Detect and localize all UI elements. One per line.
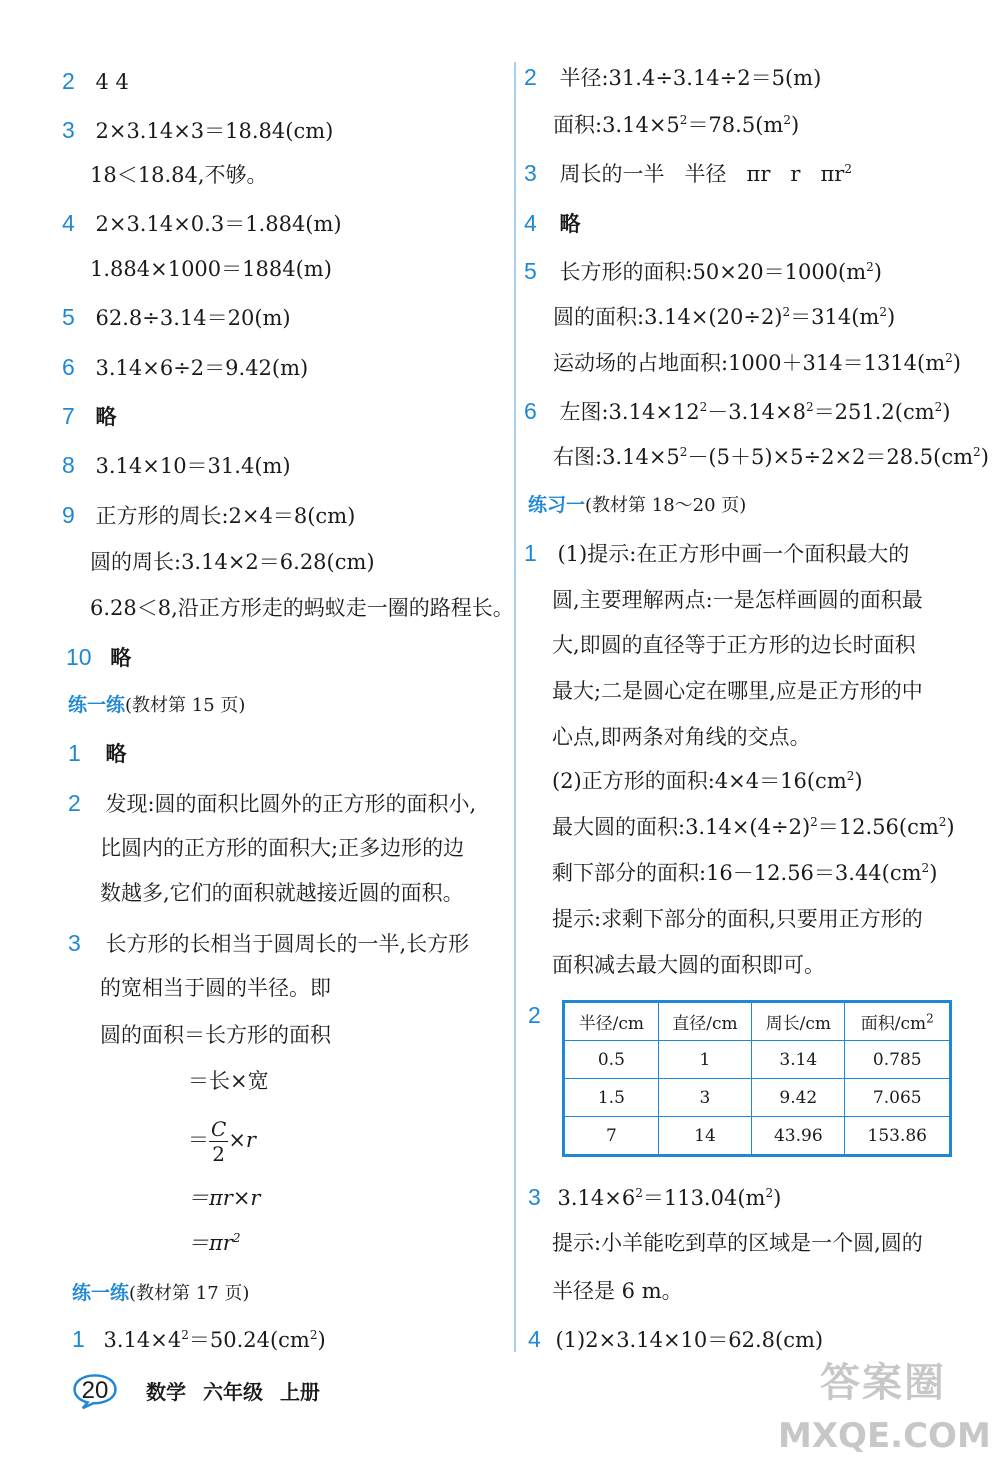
left-q9: 9 正方形的周长:2×4＝8(cm) xyxy=(62,502,356,528)
footer-book-title: 数学 六年级 上册 xyxy=(146,1380,320,1404)
right-e1-line2: 圆,主要理解两点:一是怎样画圆的面积最 xyxy=(552,588,923,612)
table-row xyxy=(564,1041,951,1079)
right-q5-line3: 运动场的占地面积$:1000+314=1314(m^2)$ xyxy=(553,351,961,375)
right-e1-line5: 心点,即两条对角线的交点。 xyxy=(552,725,811,749)
right-e4: 4 (1)2×3.14×10＝62.8(cm) xyxy=(528,1326,824,1352)
table-header-cell: 面积$/cm^2$ xyxy=(845,1002,951,1041)
left-q7: 7 略 xyxy=(62,403,117,429)
table-cell: 3.14 xyxy=(752,1041,845,1079)
right-e2: 2 xyxy=(528,1002,541,1028)
table-cell: 14 xyxy=(658,1117,751,1156)
table-row xyxy=(564,1117,951,1156)
right-q5: 5 长方形的面积$:50\times 20=1000(m^2)$ xyxy=(524,258,882,284)
right-q6-line2: 右图$:3.14\times 5^2-(5+5)\times 5\div 2\times 2=28.5(cm^2)$ xyxy=(553,445,989,469)
table-cell: 1 xyxy=(658,1041,751,1079)
table-cell: 0.5 xyxy=(564,1041,659,1079)
right-e1-line9: 提示:求剩下部分的面积,只要用正方形的 xyxy=(552,907,923,931)
derivation-step-2: ＝ $\frac{C}{2}$ ×r xyxy=(188,1117,256,1166)
right-q4: 4 略 xyxy=(524,210,581,236)
left-q6: 6 3.14×6÷2＝9.42(m) xyxy=(62,354,309,380)
left-q2: 2 4 4 xyxy=(62,68,129,94)
right-e1-line4: 最大;二是圆心定在哪里,应是正方形的中 xyxy=(552,679,923,703)
right-e1: 1 (1)提示:在正方形中画一个面积最大的 xyxy=(524,540,910,566)
table-header-cell: 周长/cm xyxy=(752,1002,845,1041)
watermark-logo: 答案圈 xyxy=(820,1360,946,1406)
right-e3-line2: 提示:小羊能吃到草的区域是一个圆,圆的 xyxy=(552,1231,923,1255)
section-header-lianxiyi: 练习一(教材第 18～20 页) xyxy=(528,494,747,516)
right-q2: 2 半径:31.4÷3.14÷2＝5(m) xyxy=(524,64,822,90)
left-s1-q2: 2 发现:圆的面积比圆外的正方形的面积小, xyxy=(68,790,477,816)
right-e1-line8: 剩下部分的面积$:16-12.56=3.44(cm^2)$ xyxy=(552,861,938,885)
table-header-cell: 直径/cm xyxy=(658,1002,751,1041)
left-q8: 8 3.14×10＝31.4(m) xyxy=(62,452,291,478)
watermark-url: MXQE.COM xyxy=(778,1416,991,1456)
table-cell: 9.42 xyxy=(752,1079,845,1117)
fraction-c-over-2: $\frac{C}{2}$ xyxy=(211,1117,227,1166)
table-cell: 43.96 xyxy=(752,1117,845,1156)
left-s1-q3-line2: 的宽相当于圆的半径。即 xyxy=(100,976,331,1000)
section-header-lianyilian-15: 练一练(教材第 15 页) xyxy=(68,694,246,716)
table-header-row xyxy=(564,1002,951,1041)
table-cell: 3 xyxy=(658,1079,751,1117)
right-e1-line10: 面积减去最大圆的面积即可。 xyxy=(552,953,825,977)
derivation-step-3: ＝πr×r xyxy=(188,1186,261,1210)
left-q3-line2: 18＜18.84,不够。 xyxy=(90,163,268,187)
left-q9-line2: 圆的周长:3.14×2＝6.28(cm) xyxy=(90,550,375,574)
right-q3: 3 周长的一半 半径 πr r $\pi r^2$ xyxy=(524,160,852,186)
table-cell: 0.785 xyxy=(845,1041,951,1079)
table-cell: 7 xyxy=(564,1117,659,1156)
section-header-lianyilian-17: 练一练(教材第 17 页) xyxy=(72,1282,250,1304)
left-s2-q1: 1 $3.14\times 4^2=50.24(cm^2)$ xyxy=(72,1326,326,1352)
right-e1-line3: 大,即圆的直径等于正方形的边长时面积 xyxy=(552,633,916,657)
left-q10: 10 略 xyxy=(66,644,132,670)
table-cell: 7.065 xyxy=(845,1079,951,1117)
derivation-step-1: ＝长×宽 xyxy=(188,1069,269,1093)
circle-table xyxy=(562,1000,952,1157)
table-row xyxy=(564,1079,951,1117)
left-q5: 5 62.8÷3.14＝20(m) xyxy=(62,304,291,330)
page-number: 20 xyxy=(81,1377,109,1404)
right-q6: 6 左图$:3.14\times 12^2-3.14\times 8^2=251.2(cm^2)$ xyxy=(524,398,951,424)
right-q5-line2: 圆的面积$:3.14\times(20\div 2)^2=314(m^2)$ xyxy=(553,305,896,329)
left-q4-line2: 1.884×1000＝1884(m) xyxy=(90,257,332,281)
left-s1-q2-line3: 数越多,它们的面积就越接近圆的面积。 xyxy=(100,881,464,905)
left-s1-q3: 3 长方形的长相当于圆周长的一半,长方形 xyxy=(68,930,470,956)
left-q3: 3 2×3.14×3＝18.84(cm) xyxy=(62,117,334,143)
right-e1-line6: (2)正方形的面积$:4\times 4=16(cm^2)$ xyxy=(552,769,863,793)
left-s1-q1: 1 略 xyxy=(68,740,127,766)
table-cell: 153.86 xyxy=(845,1117,951,1156)
derivation-step-4: $=\pi r^2$ xyxy=(188,1231,241,1255)
right-e3-line3: 半径是 6 m。 xyxy=(552,1279,683,1303)
table-cell: 1.5 xyxy=(564,1079,659,1117)
right-e1-line7: 最大圆的面积$:3.14\times(4\div 2)^2=12.56(cm^2)$ xyxy=(552,815,955,839)
left-s1-q3-line3: 圆的面积＝长方形的面积 xyxy=(100,1023,331,1047)
left-q4: 4 2×3.14×0.3＝1.884(m) xyxy=(62,210,342,236)
table-header-cell: 半径/cm xyxy=(564,1002,659,1041)
right-q2-line2: 面积$:3.14\times 5^2=78.5(m^2)$ xyxy=(553,113,800,137)
left-s1-q2-line2: 比圆内的正方形的面积大;正多边形的边 xyxy=(100,836,465,860)
left-q9-line3: 6.28＜8,沿正方形走的蚂蚁走一圈的路程长。 xyxy=(90,596,514,620)
right-e3: 3 $3.14\times 6^2=113.04(m^2)$ xyxy=(528,1184,782,1210)
column-divider xyxy=(514,62,516,1352)
